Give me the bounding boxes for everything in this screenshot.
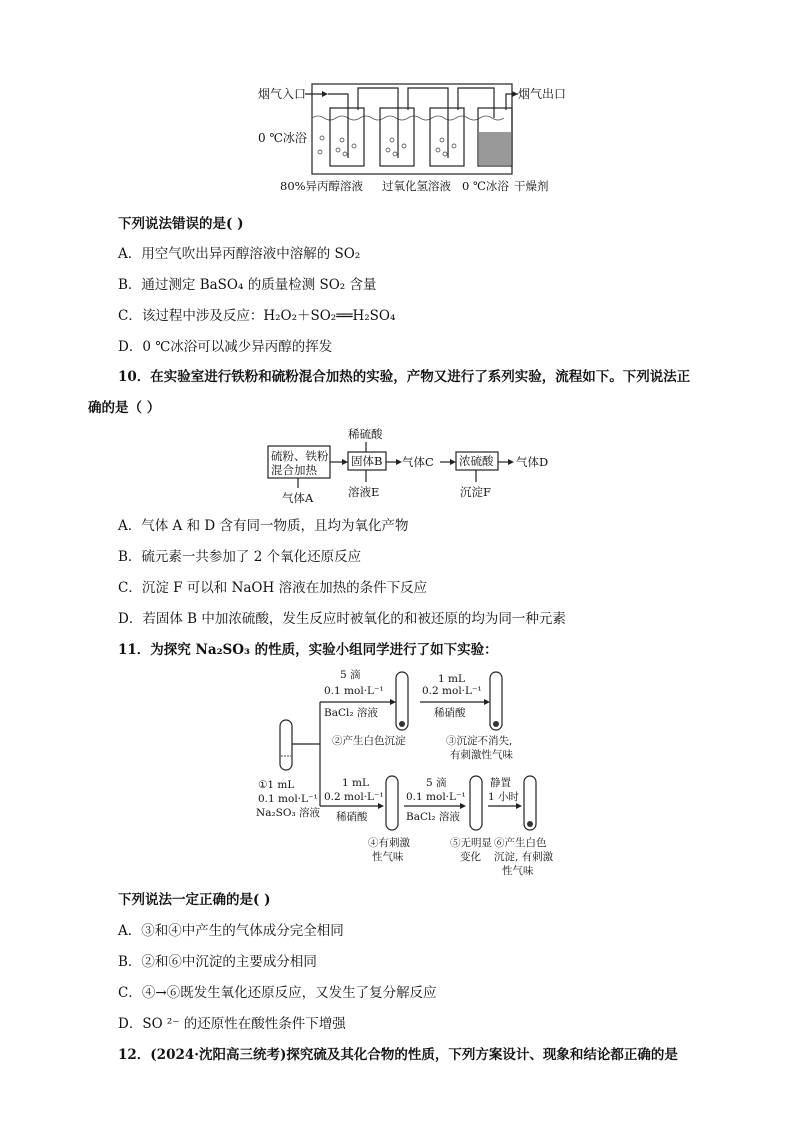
q12-stem: 12．(2024·沈阳高三统考)探究硫及其化合物的性质，下列方案设计、现象和结论都正确的是: [118, 1047, 678, 1063]
a2-top2: 0.2 mol·L⁻¹: [422, 685, 482, 697]
tube1-l1: ①1 mL: [258, 779, 295, 791]
a2-bot: 稀硝酸: [434, 707, 466, 719]
q11-option-d: D．SO ²⁻ 的还原性在酸性条件下增强: [118, 1016, 346, 1032]
solid-b: 固体B: [351, 454, 383, 468]
tube-4: [386, 776, 398, 830]
conc-sulfuric-acid: 浓硫酸: [459, 454, 494, 468]
tube1-l3: Na₂SO₃ 溶液: [256, 807, 321, 819]
tube6-l3: 性气味: [502, 865, 534, 877]
q11-flowchart: [250, 668, 580, 882]
q10-stem-line2: 确的是（ ）: [88, 400, 161, 416]
q10-option-d: D．若固体 B 中加浓硫酸，发生反应时被氧化的和被还原的均为同一种元素: [118, 611, 566, 627]
dilute-sulfuric-acid: 稀硫酸: [348, 427, 383, 441]
arrowhead-1: [342, 459, 348, 465]
q9-option-a: A．用空气吹出异丙醇溶液中溶解的 SO₂: [118, 246, 361, 262]
q11-question: 下列说法一定正确的是( ): [118, 892, 271, 908]
lower-arrowhead-1: [378, 803, 384, 809]
a1-top1: 5 滴: [340, 669, 361, 681]
b1-top2: 0.2 mol·L⁻¹: [324, 791, 384, 803]
b3-top1: 静置: [490, 777, 511, 789]
bubbles: [318, 136, 456, 156]
tube6-l2: 沉淀, 有刺激: [494, 851, 554, 863]
arrowhead-4: [508, 459, 514, 465]
b2-bot: BaCl₂ 溶液: [406, 811, 460, 823]
b2-top1: 5 滴: [426, 777, 447, 789]
q11-stem: 11．为探究 Na₂SO₃ 的性质，实验小组同学进行了如下实验：: [118, 642, 498, 658]
solution-e: 溶液E: [348, 485, 380, 499]
tube-1: [328, 94, 348, 158]
tube-4: [458, 88, 494, 118]
tube-2-precipitate: [399, 721, 405, 727]
tube3-l2: 有刺激性气味: [450, 749, 513, 761]
flask-1: [330, 108, 364, 166]
upper-arrowhead-1: [390, 699, 396, 705]
q10-option-c: C．沉淀 F 可以和 NaOH 溶液在加热的条件下反应: [118, 580, 428, 596]
label-ice-bath: 0 ℃冰浴: [462, 179, 509, 193]
tube-1: [280, 720, 292, 770]
q9-option-c: C．该过程中涉及反应：H₂O₂＋SO₂══H₂SO₄: [118, 308, 396, 324]
inlet-arrowhead: [322, 91, 328, 97]
label-isopropanol: 80%异丙醇溶液: [280, 179, 364, 193]
gas-a: 气体A: [282, 491, 314, 505]
tube3-l1: ③沉淀不消失,: [446, 735, 513, 747]
q10-option-a: A．气体 A 和 D 含有同一物质，且均为氧化产物: [118, 518, 409, 534]
tube4-l2: 性气味: [372, 851, 404, 863]
q9-option-d: D．0 ℃冰浴可以减少异丙醇的挥发: [118, 339, 333, 355]
arrowhead-3: [450, 459, 456, 465]
gas-c: 气体C: [402, 455, 434, 469]
a1-bot: BaCl₂ 溶液: [324, 707, 378, 719]
label-desiccant: 干燥剂: [514, 179, 549, 193]
lower-arrowhead-2: [460, 803, 466, 809]
q11-option-c: C．④→⑥既发生氧化还原反应，又发生了复分解反应: [118, 985, 437, 1001]
a2-top1: 1 mL: [438, 673, 465, 685]
tube4-l1: ④有刺激: [368, 837, 410, 849]
q11-option-a: A．③和④中产生的气体成分完全相同: [118, 923, 344, 939]
q9-option-b: B．通过测定 BaSO₄ 的质量检测 SO₂ 含量: [118, 277, 377, 293]
q9-stem: 下列说法错误的是( ): [118, 216, 244, 232]
ice-bath-label: 0 ℃冰浴: [258, 131, 307, 145]
box1-line2: 混合加热: [271, 463, 317, 477]
outlet-label: 烟气出口: [518, 87, 567, 101]
apparatus-diagram: [250, 78, 580, 198]
inlet-label: 烟气入口: [258, 87, 307, 101]
q10-option-b: B．硫元素一共参加了 2 个氧化还原反应: [118, 549, 362, 565]
q10-stem-line1: 10．在实验室进行铁粉和硫粉混合加热的实验，产物又进行了系列实验，流程如下。下列说法正: [118, 369, 691, 385]
b2-top2: 0.1 mol·L⁻¹: [406, 791, 466, 803]
label-h2o2: 过氧化氢溶液: [382, 179, 451, 193]
tube-5: [470, 776, 482, 830]
flask-2: [380, 108, 414, 166]
drying-agent-fill: [479, 132, 511, 165]
q10-flowchart: [264, 424, 564, 508]
tube5-l2: 变化: [460, 851, 481, 863]
a1-top2: 0.1 mol·L⁻¹: [324, 685, 384, 697]
b3-top2: 1 小时: [488, 791, 520, 803]
box1-line1: 硫粉、铁粉: [271, 449, 329, 463]
tube2-l1: ②产生白色沉淀: [332, 735, 406, 747]
tube5-l1: ⑤无明显: [450, 837, 492, 849]
b1-top1: 1 mL: [342, 777, 369, 789]
precipitate-f: 沉淀F: [460, 485, 491, 499]
tube6-l1: ⑥产生白色: [494, 837, 547, 849]
gas-d: 气体D: [516, 455, 549, 469]
lower-arrowhead-3: [516, 803, 522, 809]
ice-water-surface: [312, 116, 504, 120]
tube-3-precipitate: [493, 721, 499, 727]
tube-6-precipitate: [527, 821, 533, 827]
b1-bot: 稀硝酸: [336, 811, 368, 823]
q11-option-b: B．②和⑥中沉淀的主要成分相同: [118, 954, 317, 970]
upper-arrowhead-2: [484, 699, 490, 705]
tube1-l2: 0.1 mol·L⁻¹: [258, 793, 318, 805]
